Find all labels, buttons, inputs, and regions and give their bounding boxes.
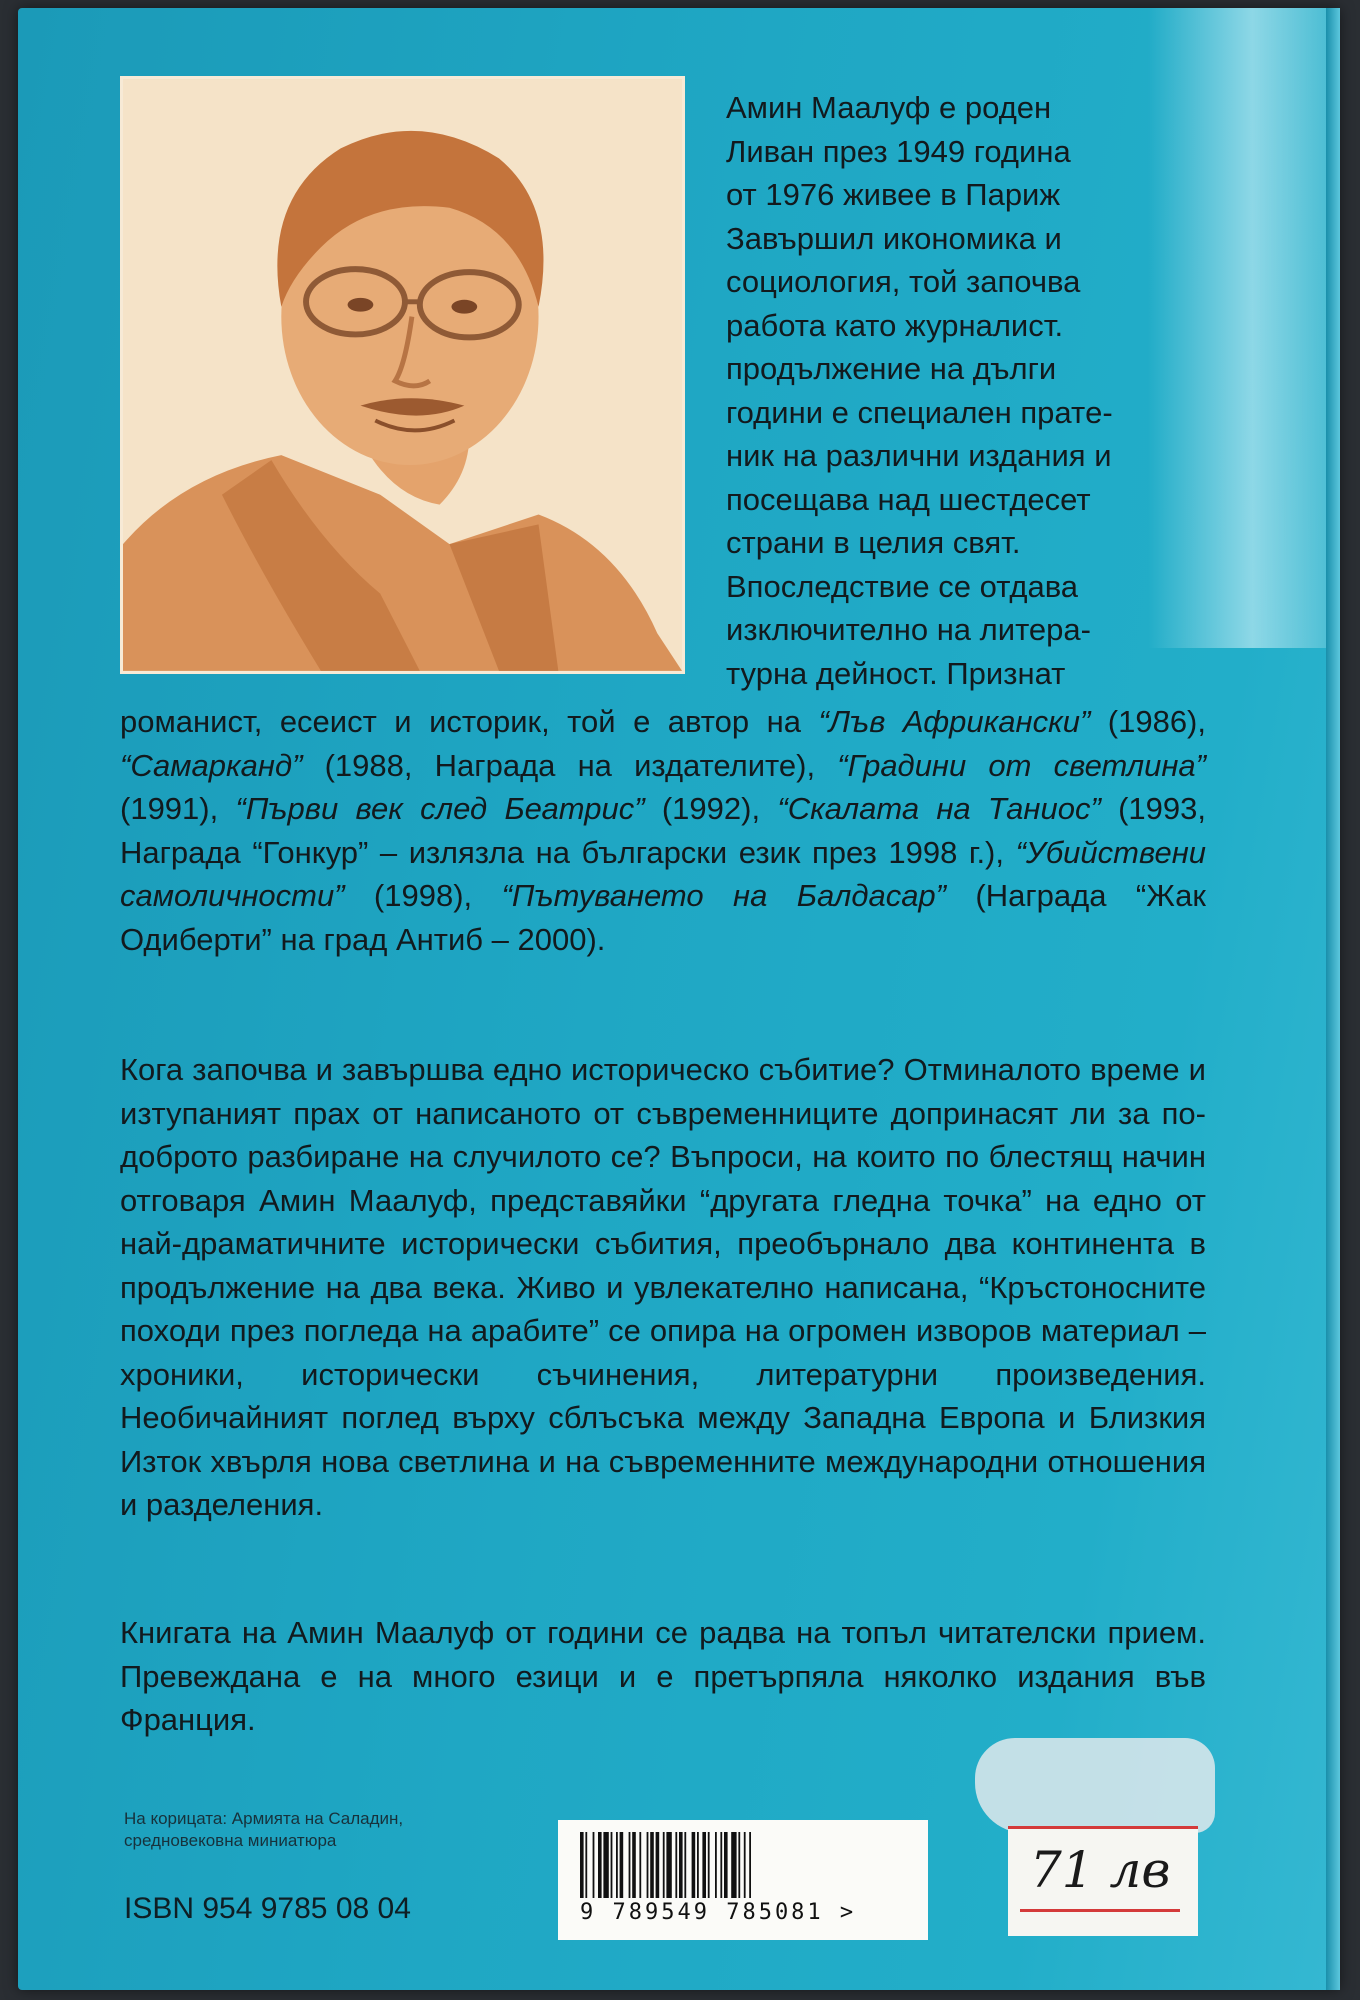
bio-line: социология, той започва (726, 264, 1081, 299)
bio-text: (1998), (344, 878, 502, 913)
author-bio-works (120, 700, 1206, 961)
barcode-bars (580, 1832, 906, 1898)
bio-text: (1991), (120, 791, 236, 826)
cover-credit (124, 1808, 504, 1852)
bio-line: изключително на литера- (726, 612, 1091, 647)
barcode (558, 1820, 928, 1940)
bio-text: (1993, Награда “Гонкур” – излязла на български език през 1998 г.), (120, 791, 1206, 870)
bio-text: (1988, Награда на издателите), (302, 747, 838, 783)
book-title: “Убийствени самоличности” (120, 834, 1206, 913)
bio-line: страни в целия свят. (726, 525, 1021, 560)
bio-text: (Награда “Жак Одиберти” на град Антиб – 2000). (120, 878, 1206, 957)
barcode-digits: 9 789549 785081 > (580, 1900, 857, 1925)
price-underline (1020, 1909, 1180, 1912)
price-sticker (1008, 1826, 1198, 1936)
credit-line: средновековна миниатюра (124, 1831, 337, 1850)
book-title: “Пътуването на Балдасар” (501, 878, 946, 913)
bio-text: романист, есеист и историк, той е автор на (120, 704, 819, 739)
book-description: Кога започва и завършва едно историческо събитие? Отминалото време и изтупаният прах от написаното от съвременниците допринасят ли за по-доброто разбиране на случилото се? Въпроси, на които по блестящ начин отговаря Амин Маалуф, представяйки “другата гледна точка” на едно от най-драматичните исторически събития, преобърнало два континента в продължение на два века. Живо и увлекателно написана, “Кръстоносните походи през погледа на арабите” се опира на огромен изворов материал – хроники, исторически съчинения, литературни произведения. Необичайният поглед върху сблъсъка между Западна Европа и Близкия Изток хвърля нова светлина и на съвременните международни отношения и разделения. (120, 1052, 1206, 1522)
bio-line: Впоследствие се отдава (726, 568, 1079, 604)
book-title: “Първи век след Беатрис” (235, 791, 645, 826)
bio-line: Завършил икономика и (726, 220, 1062, 256)
book-reception: Книгата на Амин Маалуф от години се радва на топъл читателски прием. Превеждана е на много езици и е претърпяла няколко издания във Франция. (120, 1615, 1206, 1737)
isbn: ISBN 954 9785 08 04 (124, 1892, 411, 1925)
book-title: “Самарканд” (120, 747, 303, 783)
author-photo (120, 76, 685, 674)
bio-line: посещава над шестдесет (726, 481, 1091, 517)
bio-line: турна дейност. Признат (726, 655, 1066, 691)
bio-line: ник на различни издания и (726, 438, 1112, 473)
book-title: “Градини от светлина” (837, 747, 1206, 783)
bio-line: години е специален пратe- (726, 394, 1113, 430)
credit-line: На корицата: Армията на Саладин, (124, 1809, 404, 1828)
bio-line: продължение на дълги (726, 351, 1057, 386)
price-text: 71 лв (1030, 1841, 1171, 1899)
bio-line: Ливан през 1949 година (726, 133, 1071, 169)
bio-text: (1992), (644, 791, 778, 826)
bio-text: (1986), (1090, 704, 1206, 739)
bio-line: от 1976 живее в Париж (726, 177, 1061, 212)
book-title: “Лъв Африкански” (818, 704, 1091, 739)
book-title: “Скалата на Таниос” (777, 791, 1101, 826)
author-bio-side (726, 86, 1206, 695)
torn-sticker-residue (975, 1738, 1215, 1833)
bio-line: работа като журналист. (726, 307, 1064, 343)
cover-edge (1326, 8, 1340, 1990)
bio-line: Амин Маалуф е роден (726, 90, 1052, 125)
